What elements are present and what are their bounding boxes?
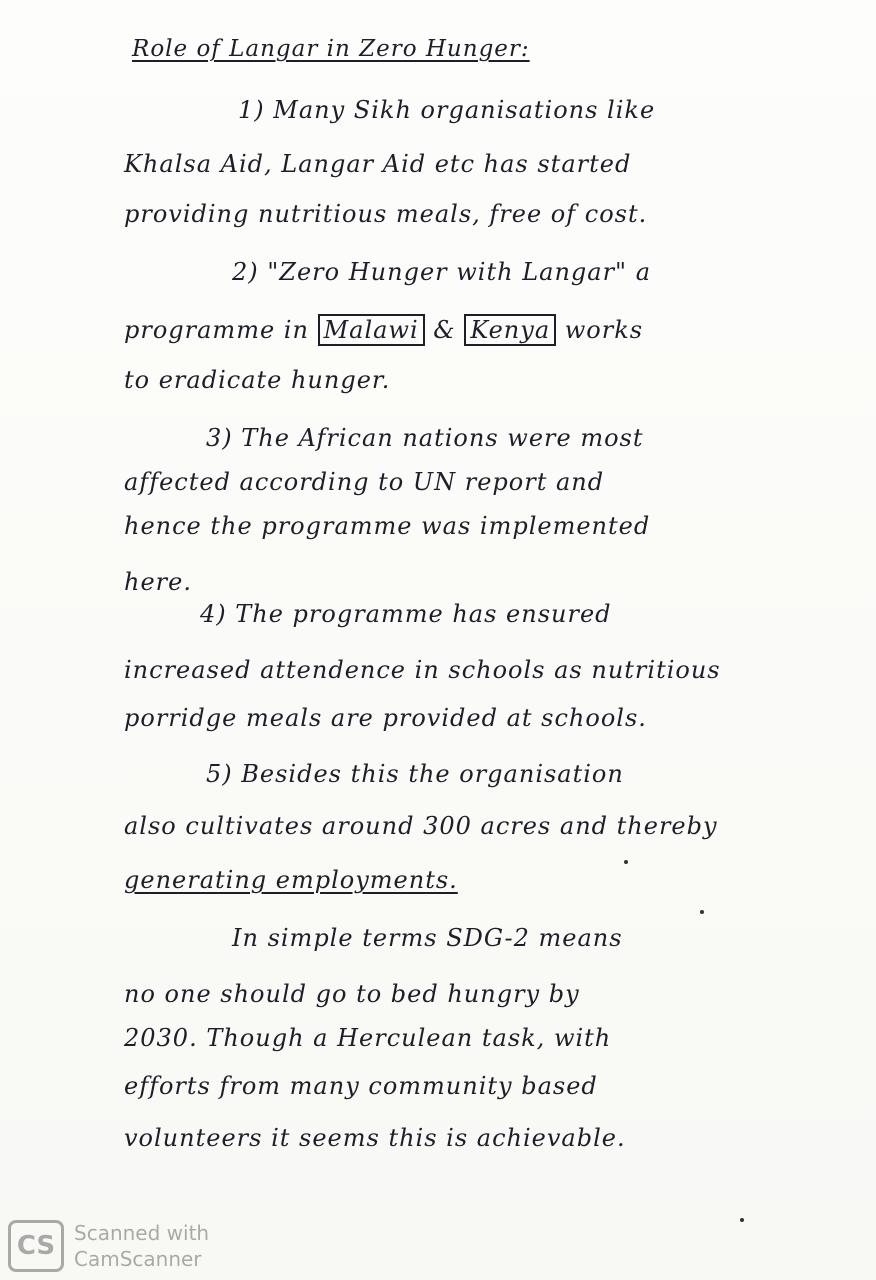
note-line-18: no one should go to bed hungry by [124, 980, 580, 1008]
page-title [132, 36, 530, 62]
programme-text: programme in [124, 316, 309, 344]
note-line-8: affected according to UN report and [124, 468, 605, 496]
note-line-9: hence the programme was implemented [124, 512, 651, 540]
note-line-19: 2030. Though a Herculean task, with [124, 1024, 612, 1052]
ink-speck [700, 910, 704, 914]
note-line-7: 3) The African nations were most [206, 424, 644, 452]
note-line-11: 4) The programme has ensured [200, 600, 612, 628]
works-text: works [564, 316, 644, 344]
ink-speck [624, 860, 628, 864]
note-line-6: to eradicate hunger. [124, 366, 391, 394]
note-line-3: providing nutritious meals, free of cost. [124, 200, 648, 228]
note-line-10: here. [124, 568, 192, 596]
note-line-20: efforts from many community based [124, 1072, 598, 1100]
kenya-box: Kenya [464, 314, 556, 346]
note-line-12: increased attendence in schools as nutritious [124, 656, 721, 684]
note-line-16 [124, 866, 458, 894]
ampersand-text: & [433, 316, 456, 344]
note-line-2: Khalsa Aid, Langar Aid etc has started [124, 150, 632, 178]
camscanner-logo-icon: CS [8, 1220, 64, 1272]
watermark-line-2: CamScanner [74, 1247, 202, 1271]
note-line-14: 5) Besides this the organisation [206, 760, 624, 788]
ink-speck [740, 1218, 744, 1222]
note-line-13: porridge meals are provided at schools. [124, 704, 647, 732]
note-line-4: 2) "Zero Hunger with Langar" a [232, 258, 652, 286]
note-line-5 [124, 314, 643, 346]
note-line-15: also cultivates around 300 acres and thereby [124, 812, 718, 840]
employments-text: generating employments. [124, 866, 458, 894]
note-line-21: volunteers it seems this is achievable. [124, 1124, 626, 1152]
camscanner-watermark [8, 1218, 209, 1274]
page-title-text: Role of Langar in Zero Hunger: [132, 36, 530, 62]
note-line-17: In simple terms SDG-2 means [232, 924, 623, 952]
note-line-1: 1) Many Sikh organisations like [238, 96, 656, 124]
malawi-box: Malawi [318, 314, 425, 346]
watermark-text [74, 1220, 209, 1272]
watermark-line-1: Scanned with [74, 1221, 210, 1245]
